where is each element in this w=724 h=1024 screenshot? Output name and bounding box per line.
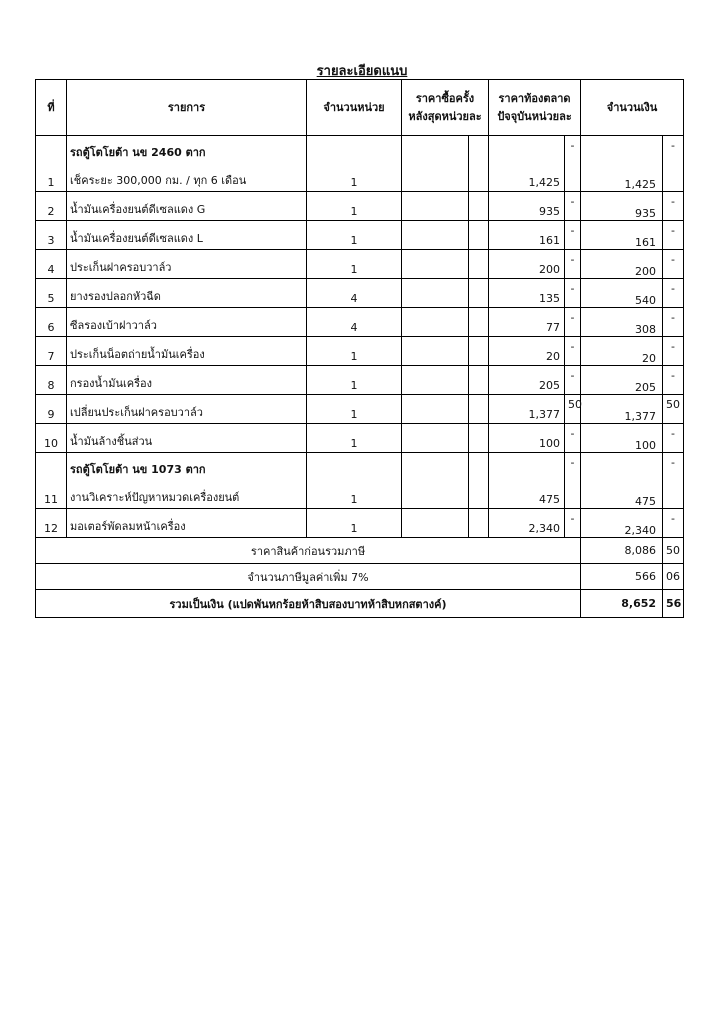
row-last-price (402, 453, 469, 509)
row-last-price-satang (469, 509, 489, 538)
row-market-price-satang: - (565, 366, 581, 395)
vat-satang: 06 (663, 564, 684, 590)
row-amount: 161 (581, 221, 663, 250)
subtotal-row (36, 538, 684, 564)
item-description: เปลี่ยนประเก็นฝาครอบวาล์ว (70, 406, 203, 419)
row-description (67, 366, 307, 395)
row-amount-satang: - (663, 250, 684, 279)
subtotal-label: ราคาสินค้าก่อนรวมภาษี (36, 538, 581, 564)
row-amount: 100 (581, 424, 663, 453)
vat-row (36, 564, 684, 590)
grand-total-label: รวมเป็นเงิน (แปดพันหกร้อยห้าสิบสองบาทห้าสิบหกสตางค์) (36, 590, 581, 618)
row-last-price (402, 366, 469, 395)
row-quantity: 1 (307, 136, 402, 192)
row-market-price-satang: - (565, 250, 581, 279)
header-last-price-line2: หลังสุดหน่วยละ (408, 109, 482, 123)
row-number: 2 (36, 192, 67, 221)
row-last-price-satang (469, 279, 489, 308)
row-market-price-satang: - (565, 424, 581, 453)
row-last-price-satang (469, 308, 489, 337)
row-market-price-satang: - (565, 136, 581, 192)
row-market-price-satang: - (565, 192, 581, 221)
items-body (36, 136, 684, 538)
row-amount: 20 (581, 337, 663, 366)
row-amount: 2,340 (581, 509, 663, 538)
row-number: 12 (36, 509, 67, 538)
row-description (67, 337, 307, 366)
header-amount: จำนวนเงิน (581, 80, 684, 136)
subtotal-value: 8,086 (581, 538, 663, 564)
table-row (36, 453, 684, 509)
row-market-price-satang: - (565, 279, 581, 308)
grand-total-value: 8,652 (581, 590, 663, 618)
header-market-price (489, 80, 581, 136)
row-last-price-satang (469, 424, 489, 453)
item-description: มอเตอร์พัดลมหน้าเครื่อง (70, 520, 186, 533)
row-market-price: 77 (489, 308, 565, 337)
row-last-price-satang (469, 337, 489, 366)
table-row (36, 279, 684, 308)
row-amount-satang: - (663, 424, 684, 453)
row-number: 1 (36, 136, 67, 192)
table-row (36, 308, 684, 337)
vehicle-group-title: รถตู้โตโยต้า นข 2460 ตาก (70, 146, 206, 159)
row-number: 7 (36, 337, 67, 366)
table-row (36, 366, 684, 395)
table-row (36, 250, 684, 279)
row-market-price-satang: - (565, 308, 581, 337)
row-market-price: 1,377 (489, 395, 565, 424)
row-last-price-satang (469, 192, 489, 221)
grand-total-satang: 56 (663, 590, 684, 618)
row-last-price (402, 250, 469, 279)
items-table (35, 79, 684, 618)
row-number: 5 (36, 279, 67, 308)
row-market-price: 135 (489, 279, 565, 308)
row-amount: 935 (581, 192, 663, 221)
row-amount: 205 (581, 366, 663, 395)
item-description: ประเก็นฝาครอบวาล์ว (70, 261, 172, 274)
item-description: น้ำมันล้างชิ้นส่วน (70, 435, 153, 448)
row-market-price: 100 (489, 424, 565, 453)
row-last-price (402, 308, 469, 337)
item-description: น้ำมันเครื่องยนต์ดีเซลแดง G (70, 203, 206, 216)
row-amount-satang: - (663, 279, 684, 308)
row-amount: 1,425 (581, 136, 663, 192)
row-number: 10 (36, 424, 67, 453)
row-last-price-satang (469, 395, 489, 424)
item-description: น้ำมันเครื่องยนต์ดีเซลแดง L (70, 232, 203, 245)
item-description: ยางรองปลอกหัวฉีด (70, 290, 161, 303)
item-description: เช็คระยะ 300,000 กม. / ทุก 6 เดือน (70, 174, 247, 187)
row-market-price: 20 (489, 337, 565, 366)
row-last-price (402, 279, 469, 308)
row-quantity: 1 (307, 337, 402, 366)
header-market-price-line1: ราคาท้องตลาด (498, 91, 571, 105)
row-amount-satang: - (663, 136, 684, 192)
row-amount: 1,377 (581, 395, 663, 424)
row-last-price-satang (469, 453, 489, 509)
row-description (67, 221, 307, 250)
row-description (67, 250, 307, 279)
row-last-price (402, 337, 469, 366)
row-amount: 540 (581, 279, 663, 308)
row-last-price (402, 192, 469, 221)
header-last-price (402, 80, 489, 136)
row-amount-satang: - (663, 308, 684, 337)
row-market-price-satang: - (565, 453, 581, 509)
row-description (67, 279, 307, 308)
row-last-price-satang (469, 250, 489, 279)
row-description (67, 136, 307, 192)
row-last-price (402, 136, 469, 192)
row-market-price-satang: - (565, 221, 581, 250)
row-last-price (402, 509, 469, 538)
table-row (36, 424, 684, 453)
row-market-price: 161 (489, 221, 565, 250)
row-amount-satang: - (663, 453, 684, 509)
row-amount-satang: - (663, 509, 684, 538)
header-no: ที่ (36, 80, 67, 136)
vehicle-group-title: รถตู้โตโยต้า นข 1073 ตาก (70, 463, 206, 476)
header-item: รายการ (67, 80, 307, 136)
vat-label: จำนวนภาษีมูลค่าเพิ่ม 7% (36, 564, 581, 590)
row-quantity: 1 (307, 395, 402, 424)
row-description (67, 192, 307, 221)
row-description (67, 453, 307, 509)
table-row (36, 136, 684, 192)
row-market-price: 200 (489, 250, 565, 279)
document-title: รายละเอียดแนบ (316, 64, 408, 79)
subtotal-satang: 50 (663, 538, 684, 564)
row-market-price: 475 (489, 453, 565, 509)
row-quantity: 4 (307, 279, 402, 308)
row-amount-satang: - (663, 192, 684, 221)
row-market-price-satang: - (565, 509, 581, 538)
row-quantity: 1 (307, 453, 402, 509)
row-quantity: 1 (307, 192, 402, 221)
row-market-price: 205 (489, 366, 565, 395)
row-last-price (402, 424, 469, 453)
header-last-price-line1: ราคาซื้อครั้ง (415, 91, 475, 105)
row-last-price-satang (469, 366, 489, 395)
table-row (36, 337, 684, 366)
vat-value: 566 (581, 564, 663, 590)
row-quantity: 1 (307, 221, 402, 250)
item-description: ซีลรองเบ้าฝาวาล์ว (70, 319, 157, 332)
row-number: 9 (36, 395, 67, 424)
row-amount-satang: - (663, 221, 684, 250)
row-number: 3 (36, 221, 67, 250)
row-number: 6 (36, 308, 67, 337)
table-row (36, 192, 684, 221)
row-market-price: 935 (489, 192, 565, 221)
row-description (67, 395, 307, 424)
row-quantity: 1 (307, 424, 402, 453)
grand-total-row (36, 590, 684, 618)
row-amount: 475 (581, 453, 663, 509)
row-market-price: 2,340 (489, 509, 565, 538)
row-last-price-satang (469, 221, 489, 250)
row-amount-satang: 50 (663, 395, 684, 424)
row-quantity: 1 (307, 366, 402, 395)
header-market-price-line2: ปัจจุบันหน่วยละ (497, 109, 572, 123)
row-number: 11 (36, 453, 67, 509)
row-description (67, 424, 307, 453)
row-description (67, 509, 307, 538)
row-amount-satang: - (663, 337, 684, 366)
item-description: ประเก็นน็อตถ่ายน้ำมันเครื่อง (70, 348, 205, 361)
row-quantity: 4 (307, 308, 402, 337)
row-number: 8 (36, 366, 67, 395)
row-last-price (402, 395, 469, 424)
row-amount: 308 (581, 308, 663, 337)
table-row (36, 509, 684, 538)
row-amount-satang: - (663, 366, 684, 395)
row-quantity: 1 (307, 250, 402, 279)
row-number: 4 (36, 250, 67, 279)
row-market-price: 1,425 (489, 136, 565, 192)
table-header-row (36, 80, 684, 136)
table-row (36, 395, 684, 424)
row-last-price-satang (469, 136, 489, 192)
row-quantity: 1 (307, 509, 402, 538)
row-amount: 200 (581, 250, 663, 279)
row-market-price-satang: 50 (565, 395, 581, 424)
row-market-price-satang: - (565, 337, 581, 366)
item-description: งานวิเคราะห์ปัญหาหมวดเครื่องยนต์ (70, 491, 240, 504)
row-last-price (402, 221, 469, 250)
item-description: กรองน้ำมันเครื่อง (70, 377, 153, 390)
row-description (67, 308, 307, 337)
header-qty: จำนวนหน่วย (307, 80, 402, 136)
table-row (36, 221, 684, 250)
